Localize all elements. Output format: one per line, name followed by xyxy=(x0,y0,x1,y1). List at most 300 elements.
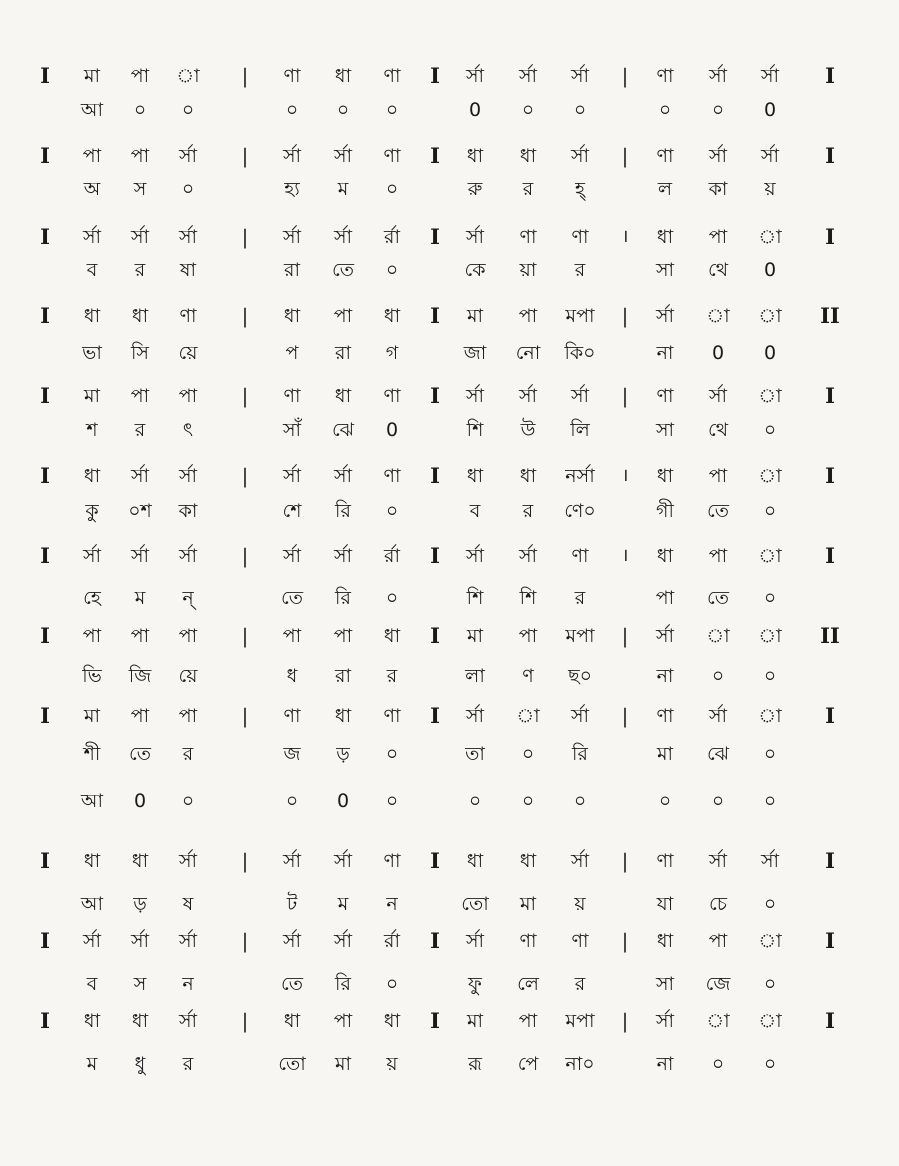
lyric-syllable: আ xyxy=(80,99,104,121)
lyric-syllable: রি xyxy=(335,500,351,522)
swara-note: র্সা xyxy=(760,65,780,87)
lyric-row xyxy=(0,495,899,527)
lyric-syllable: 0 xyxy=(711,342,725,364)
lyric-syllable: ০ xyxy=(385,178,399,200)
swara-note: ধা xyxy=(131,1010,149,1032)
swara-note: ধা xyxy=(656,465,674,487)
lyric-syllable: ব xyxy=(86,973,98,995)
swara-note: া xyxy=(758,545,782,567)
swara-note: া xyxy=(706,305,730,327)
lyric-syllable: না০ xyxy=(565,1053,595,1075)
swara-note: র্সা xyxy=(333,545,353,567)
swara-note: র্রা xyxy=(384,545,400,567)
bar-line: | xyxy=(621,624,629,648)
lyric-syllable: তে xyxy=(281,973,303,995)
swara-note: র্সা xyxy=(760,145,780,167)
swara-note: ধা xyxy=(656,226,674,248)
swara-note: র্সা xyxy=(333,226,353,248)
bar-line: | xyxy=(621,849,629,873)
lyric-syllable: ০ xyxy=(468,790,482,812)
lyric-syllable: তে xyxy=(281,587,303,609)
swara-row xyxy=(0,540,899,572)
lyric-syllable: জে xyxy=(705,973,731,995)
swara-note: পা xyxy=(130,145,150,167)
lyric-syllable: তো xyxy=(278,1053,306,1075)
swara-note: র্রা xyxy=(384,930,400,952)
bar-line: I xyxy=(825,1008,835,1033)
swara-note: নর্সা xyxy=(565,465,595,487)
lyric-syllable: ছ০ xyxy=(568,665,592,687)
bar-line: | xyxy=(241,929,249,953)
lyric-syllable: 0 xyxy=(763,259,777,281)
lyric-syllable: য়ে xyxy=(178,342,198,364)
swara-note: র্সা xyxy=(655,305,675,327)
lyric-syllable: তে xyxy=(129,743,151,765)
swara-note: র্সা xyxy=(465,65,485,87)
swara-note: ধা xyxy=(383,305,401,327)
lyric-syllable: ০ xyxy=(763,1053,777,1075)
lyric-syllable: য় xyxy=(386,1053,398,1075)
swara-note: ণা xyxy=(283,65,301,87)
bar-line: । xyxy=(621,226,629,247)
swara-note: ণা xyxy=(519,930,537,952)
bar-line: I xyxy=(40,303,50,328)
bar-line: I xyxy=(825,143,835,168)
lyric-syllable: ০ xyxy=(763,893,777,915)
swara-note: ধা xyxy=(283,1010,301,1032)
bar-line: | xyxy=(621,704,629,728)
swara-note: র্সা xyxy=(708,705,728,727)
lyric-row xyxy=(0,738,899,770)
lyric-row xyxy=(0,1048,899,1080)
swara-note: মা xyxy=(83,705,101,727)
lyric-syllable: শে xyxy=(282,500,302,522)
swara-note: পা xyxy=(130,705,150,727)
lyric-syllable: যা xyxy=(656,893,674,915)
lyric-syllable: রূ xyxy=(468,1053,482,1075)
lyric-syllable: শী xyxy=(83,743,101,765)
swara-note: মপা xyxy=(565,1010,595,1032)
lyric-syllable: য়ে xyxy=(178,665,198,687)
bar-line: I xyxy=(430,224,440,249)
swara-note: ণা xyxy=(383,850,401,872)
lyric-syllable: আ xyxy=(80,893,104,915)
lyric-syllable: র xyxy=(134,259,146,281)
swara-note: র্সা xyxy=(333,930,353,952)
lyric-syllable: না xyxy=(656,665,674,687)
swara-note: া xyxy=(706,1010,730,1032)
swara-note: ধা xyxy=(383,1010,401,1032)
lyric-syllable: ০ xyxy=(133,99,147,121)
lyric-syllable: তা xyxy=(465,743,485,765)
lyric-syllable: হে xyxy=(83,587,101,609)
swara-note: পা xyxy=(333,305,353,327)
swara-note: র্সা xyxy=(178,465,198,487)
swara-note: ধা xyxy=(383,625,401,647)
lyric-syllable: র xyxy=(574,587,586,609)
lyric-syllable: ০ xyxy=(763,587,777,609)
swara-note: র্সা xyxy=(518,65,538,87)
swara-note: পা xyxy=(333,625,353,647)
swara-note: ধা xyxy=(656,930,674,952)
lyric-syllable: তে xyxy=(707,587,729,609)
swara-note: র্সা xyxy=(333,145,353,167)
bar-line: I xyxy=(40,63,50,88)
swara-note: পা xyxy=(333,1010,353,1032)
lyric-syllable: লি xyxy=(570,419,590,441)
lyric-syllable: র xyxy=(522,178,534,200)
swara-note: র্সা xyxy=(518,385,538,407)
bar-line: | xyxy=(241,624,249,648)
bar-line: | xyxy=(621,929,629,953)
bar-line: I xyxy=(40,1008,50,1033)
swara-note: ণা xyxy=(283,385,301,407)
swara-note: র্সা xyxy=(333,465,353,487)
lyric-syllable: র xyxy=(574,973,586,995)
bar-line: | xyxy=(241,64,249,88)
lyric-syllable: ড় xyxy=(336,743,350,765)
bar-line: I xyxy=(825,543,835,568)
swara-note: র্সা xyxy=(760,850,780,872)
lyric-syllable: স xyxy=(133,973,147,995)
lyric-row xyxy=(0,94,899,126)
swara-note: পা xyxy=(518,625,538,647)
lyric-syllable: ন xyxy=(182,973,194,995)
swara-note: ণা xyxy=(656,705,674,727)
lyric-syllable: রা xyxy=(335,342,351,364)
swara-note: মপা xyxy=(565,625,595,647)
swara-note: পা xyxy=(130,65,150,87)
lyric-row xyxy=(0,785,899,817)
swara-note: া xyxy=(758,305,782,327)
swara-note: ণা xyxy=(283,705,301,727)
swara-note: র্সা xyxy=(282,545,302,567)
lyric-syllable: 0 xyxy=(385,419,399,441)
bar-line: I xyxy=(825,848,835,873)
lyric-syllable: ড় xyxy=(133,893,147,915)
lyric-syllable: কা xyxy=(708,178,728,200)
lyric-syllable: ০ xyxy=(763,743,777,765)
swara-note: া xyxy=(758,1010,782,1032)
lyric-syllable: ব xyxy=(86,259,98,281)
lyric-syllable: ষা xyxy=(180,259,196,281)
swara-note: ণা xyxy=(656,385,674,407)
swara-note: া xyxy=(758,705,782,727)
swara-note: ধা xyxy=(83,1010,101,1032)
lyric-syllable: য়া xyxy=(519,259,537,281)
swara-note: ণা xyxy=(656,65,674,87)
lyric-syllable: ০ xyxy=(385,790,399,812)
swara-note: র্সা xyxy=(130,545,150,567)
swara-note: পা xyxy=(178,705,198,727)
lyric-syllable: ০ xyxy=(573,99,587,121)
swara-note: ধা xyxy=(131,850,149,872)
lyric-syllable: ০ xyxy=(763,500,777,522)
lyric-row xyxy=(0,414,899,446)
lyric-syllable: র xyxy=(386,665,398,687)
lyric-syllable: 0 xyxy=(763,342,777,364)
bar-line: | xyxy=(241,144,249,168)
lyric-syllable: র xyxy=(182,743,194,765)
swara-note: র্সা xyxy=(465,545,485,567)
swara-note: ধা xyxy=(519,850,537,872)
swara-note: া xyxy=(516,705,540,727)
lyric-syllable: 0 xyxy=(133,790,147,812)
swara-note: র্সা xyxy=(655,1010,675,1032)
lyric-syllable: চে xyxy=(709,893,727,915)
bar-line: I xyxy=(825,928,835,953)
lyric-syllable: সা xyxy=(655,973,675,995)
bar-line: । xyxy=(621,545,629,566)
swara-note: পা xyxy=(178,625,198,647)
lyric-syllable: র xyxy=(134,419,146,441)
bar-line: I xyxy=(825,63,835,88)
bar-line: I xyxy=(430,383,440,408)
bar-line: । xyxy=(621,465,629,486)
swara-row xyxy=(0,140,899,172)
bar-line: | xyxy=(621,304,629,328)
lyric-syllable: ঝে xyxy=(706,743,730,765)
bar-line: II xyxy=(820,303,840,328)
swara-note: মা xyxy=(83,65,101,87)
swara-note: পা xyxy=(708,226,728,248)
lyric-syllable: না xyxy=(656,342,674,364)
lyric-syllable: মা xyxy=(656,743,674,765)
lyric-syllable: হ্য xyxy=(284,178,300,200)
bar-line: I xyxy=(430,928,440,953)
swara-note: মা xyxy=(466,305,484,327)
swara-note: র্সা xyxy=(708,65,728,87)
lyric-syllable: র xyxy=(574,259,586,281)
lyric-row xyxy=(0,968,899,1000)
lyric-row xyxy=(0,254,899,286)
bar-line: II xyxy=(820,623,840,648)
lyric-syllable: ০ xyxy=(711,665,725,687)
lyric-syllable: ০ xyxy=(521,743,535,765)
swara-note: ধা xyxy=(283,305,301,327)
lyric-syllable: ০ xyxy=(385,973,399,995)
swara-note: ণা xyxy=(656,850,674,872)
lyric-syllable: নো xyxy=(515,342,541,364)
lyric-syllable: তে xyxy=(707,500,729,522)
swara-note: র্সা xyxy=(708,145,728,167)
lyric-syllable: তো xyxy=(461,893,489,915)
swara-note: ধা xyxy=(131,305,149,327)
lyric-syllable: ০ xyxy=(285,99,299,121)
swara-note: র্সা xyxy=(708,385,728,407)
lyric-syllable: প xyxy=(285,342,299,364)
bar-line: I xyxy=(825,383,835,408)
lyric-syllable: 0 xyxy=(468,99,482,121)
swara-note: পা xyxy=(708,545,728,567)
swara-row xyxy=(0,700,899,732)
swara-note: মা xyxy=(466,625,484,647)
swara-note: ণা xyxy=(383,145,401,167)
swara-row xyxy=(0,845,899,877)
lyric-syllable: ম xyxy=(337,178,349,200)
lyric-row xyxy=(0,888,899,920)
bar-line: I xyxy=(430,303,440,328)
lyric-syllable: শি xyxy=(466,419,484,441)
swara-note: মা xyxy=(466,1010,484,1032)
lyric-syllable: র xyxy=(522,500,534,522)
swara-note: ধা xyxy=(519,145,537,167)
swara-row xyxy=(0,300,899,332)
swara-note: ণা xyxy=(571,226,589,248)
swara-note: র্সা xyxy=(82,545,102,567)
bar-line: I xyxy=(825,703,835,728)
swara-note: পা xyxy=(518,1010,538,1032)
lyric-syllable: কি০ xyxy=(564,342,596,364)
swara-note: র্সা xyxy=(82,226,102,248)
swara-note: ণা xyxy=(571,545,589,567)
swara-note: মা xyxy=(83,385,101,407)
swara-note: পা xyxy=(708,930,728,952)
swara-note: ণা xyxy=(383,705,401,727)
swara-note: ধা xyxy=(334,385,352,407)
bar-line: I xyxy=(40,463,50,488)
lyric-syllable: স xyxy=(133,178,147,200)
lyric-syllable: র xyxy=(182,1053,194,1075)
swara-note: পা xyxy=(82,625,102,647)
lyric-syllable: ০ xyxy=(573,790,587,812)
swara-row xyxy=(0,1005,899,1037)
lyric-syllable: জি xyxy=(128,665,152,687)
bar-line: I xyxy=(430,848,440,873)
lyric-syllable: রা xyxy=(284,259,300,281)
lyric-syllable: ০ xyxy=(521,790,535,812)
swara-note: র্সা xyxy=(570,145,590,167)
swara-note: ধা xyxy=(334,705,352,727)
lyric-syllable: ন্ xyxy=(182,587,194,609)
swara-note: পা xyxy=(130,385,150,407)
lyric-syllable: ভি xyxy=(82,665,102,687)
lyric-syllable: জা xyxy=(463,342,487,364)
bar-line: I xyxy=(430,1008,440,1033)
bar-line: | xyxy=(241,304,249,328)
swara-note: ণা xyxy=(656,145,674,167)
swara-note: ধা xyxy=(466,850,484,872)
lyric-syllable: সি xyxy=(131,342,149,364)
swara-note: া xyxy=(758,385,782,407)
lyric-syllable: অ xyxy=(83,178,101,200)
lyric-syllable: ন xyxy=(386,893,398,915)
swara-note: ণা xyxy=(383,385,401,407)
lyric-syllable: ভা xyxy=(82,342,102,364)
swara-note: পা xyxy=(130,625,150,647)
bar-line: | xyxy=(241,464,249,488)
lyric-syllable: ০ xyxy=(385,587,399,609)
bar-line: I xyxy=(430,543,440,568)
lyric-syllable: য় xyxy=(764,178,776,200)
swara-note: া xyxy=(176,65,200,87)
lyric-syllable: ণে০ xyxy=(564,500,596,522)
lyric-syllable: ল xyxy=(657,178,673,200)
swara-note: র্সা xyxy=(465,930,485,952)
lyric-syllable: কা xyxy=(178,500,198,522)
swara-note: া xyxy=(706,625,730,647)
swara-note: ধা xyxy=(466,145,484,167)
swara-note: র্সা xyxy=(570,705,590,727)
lyric-syllable: রু xyxy=(467,178,483,200)
lyric-syllable: ধু xyxy=(134,1053,146,1075)
swara-note: পা xyxy=(708,465,728,487)
bar-line: I xyxy=(40,383,50,408)
bar-line: | xyxy=(621,1009,629,1033)
swara-note: র্সা xyxy=(465,385,485,407)
lyric-syllable: পে xyxy=(517,1053,539,1075)
lyric-syllable: ০ xyxy=(763,419,777,441)
lyric-syllable: গ xyxy=(385,342,399,364)
swara-note: র্সা xyxy=(465,705,485,727)
lyric-row xyxy=(0,173,899,205)
lyric-syllable: ম xyxy=(337,893,349,915)
lyric-syllable: থে xyxy=(707,419,729,441)
bar-line: I xyxy=(40,143,50,168)
swara-note: পা xyxy=(82,145,102,167)
swara-note: র্সা xyxy=(130,465,150,487)
bar-line: | xyxy=(241,384,249,408)
swara-note: র্সা xyxy=(178,930,198,952)
bar-line: | xyxy=(621,144,629,168)
lyric-syllable: তে xyxy=(332,259,354,281)
lyric-syllable: ০ xyxy=(385,743,399,765)
swara-note: র্সা xyxy=(570,385,590,407)
lyric-syllable: কে xyxy=(464,259,486,281)
swara-note: র্সা xyxy=(178,1010,198,1032)
swara-note: ধা xyxy=(334,65,352,87)
lyric-syllable: ০ xyxy=(285,790,299,812)
bar-line: I xyxy=(430,703,440,728)
lyric-syllable: ম xyxy=(134,587,146,609)
bar-line: | xyxy=(241,544,249,568)
swara-row xyxy=(0,620,899,652)
swara-note: র্সা xyxy=(708,850,728,872)
swara-note: র্সা xyxy=(282,145,302,167)
bar-line: | xyxy=(621,64,629,88)
lyric-syllable: 0 xyxy=(763,99,777,121)
lyric-syllable: ০ xyxy=(711,99,725,121)
lyric-syllable: শ xyxy=(86,419,98,441)
swara-note: ণা xyxy=(571,930,589,952)
swara-note: ধা xyxy=(83,305,101,327)
swara-row xyxy=(0,460,899,492)
lyric-syllable: ০ xyxy=(521,99,535,121)
lyric-syllable: ০ xyxy=(336,99,350,121)
lyric-syllable: গী xyxy=(656,500,674,522)
swara-note: র্সা xyxy=(82,930,102,952)
bar-line: I xyxy=(40,848,50,873)
lyric-syllable: লা xyxy=(465,665,485,687)
lyric-syllable: আ xyxy=(80,790,104,812)
lyric-syllable: য় xyxy=(574,893,586,915)
lyric-syllable: ব xyxy=(469,500,481,522)
swara-note: া xyxy=(758,625,782,647)
lyric-syllable: না xyxy=(656,1053,674,1075)
lyric-syllable: রি xyxy=(572,743,588,765)
swara-row xyxy=(0,221,899,253)
swara-note: র্সা xyxy=(130,930,150,952)
lyric-syllable: ০ xyxy=(385,259,399,281)
lyric-syllable: ০ xyxy=(711,790,725,812)
lyric-syllable: ০ xyxy=(658,99,672,121)
lyric-syllable: সাঁ xyxy=(282,419,302,441)
lyric-syllable: ০ xyxy=(711,1053,725,1075)
bar-line: | xyxy=(241,225,249,249)
swara-note: র্সা xyxy=(570,65,590,87)
lyric-syllable: ০ xyxy=(181,178,195,200)
bar-line: I xyxy=(430,143,440,168)
